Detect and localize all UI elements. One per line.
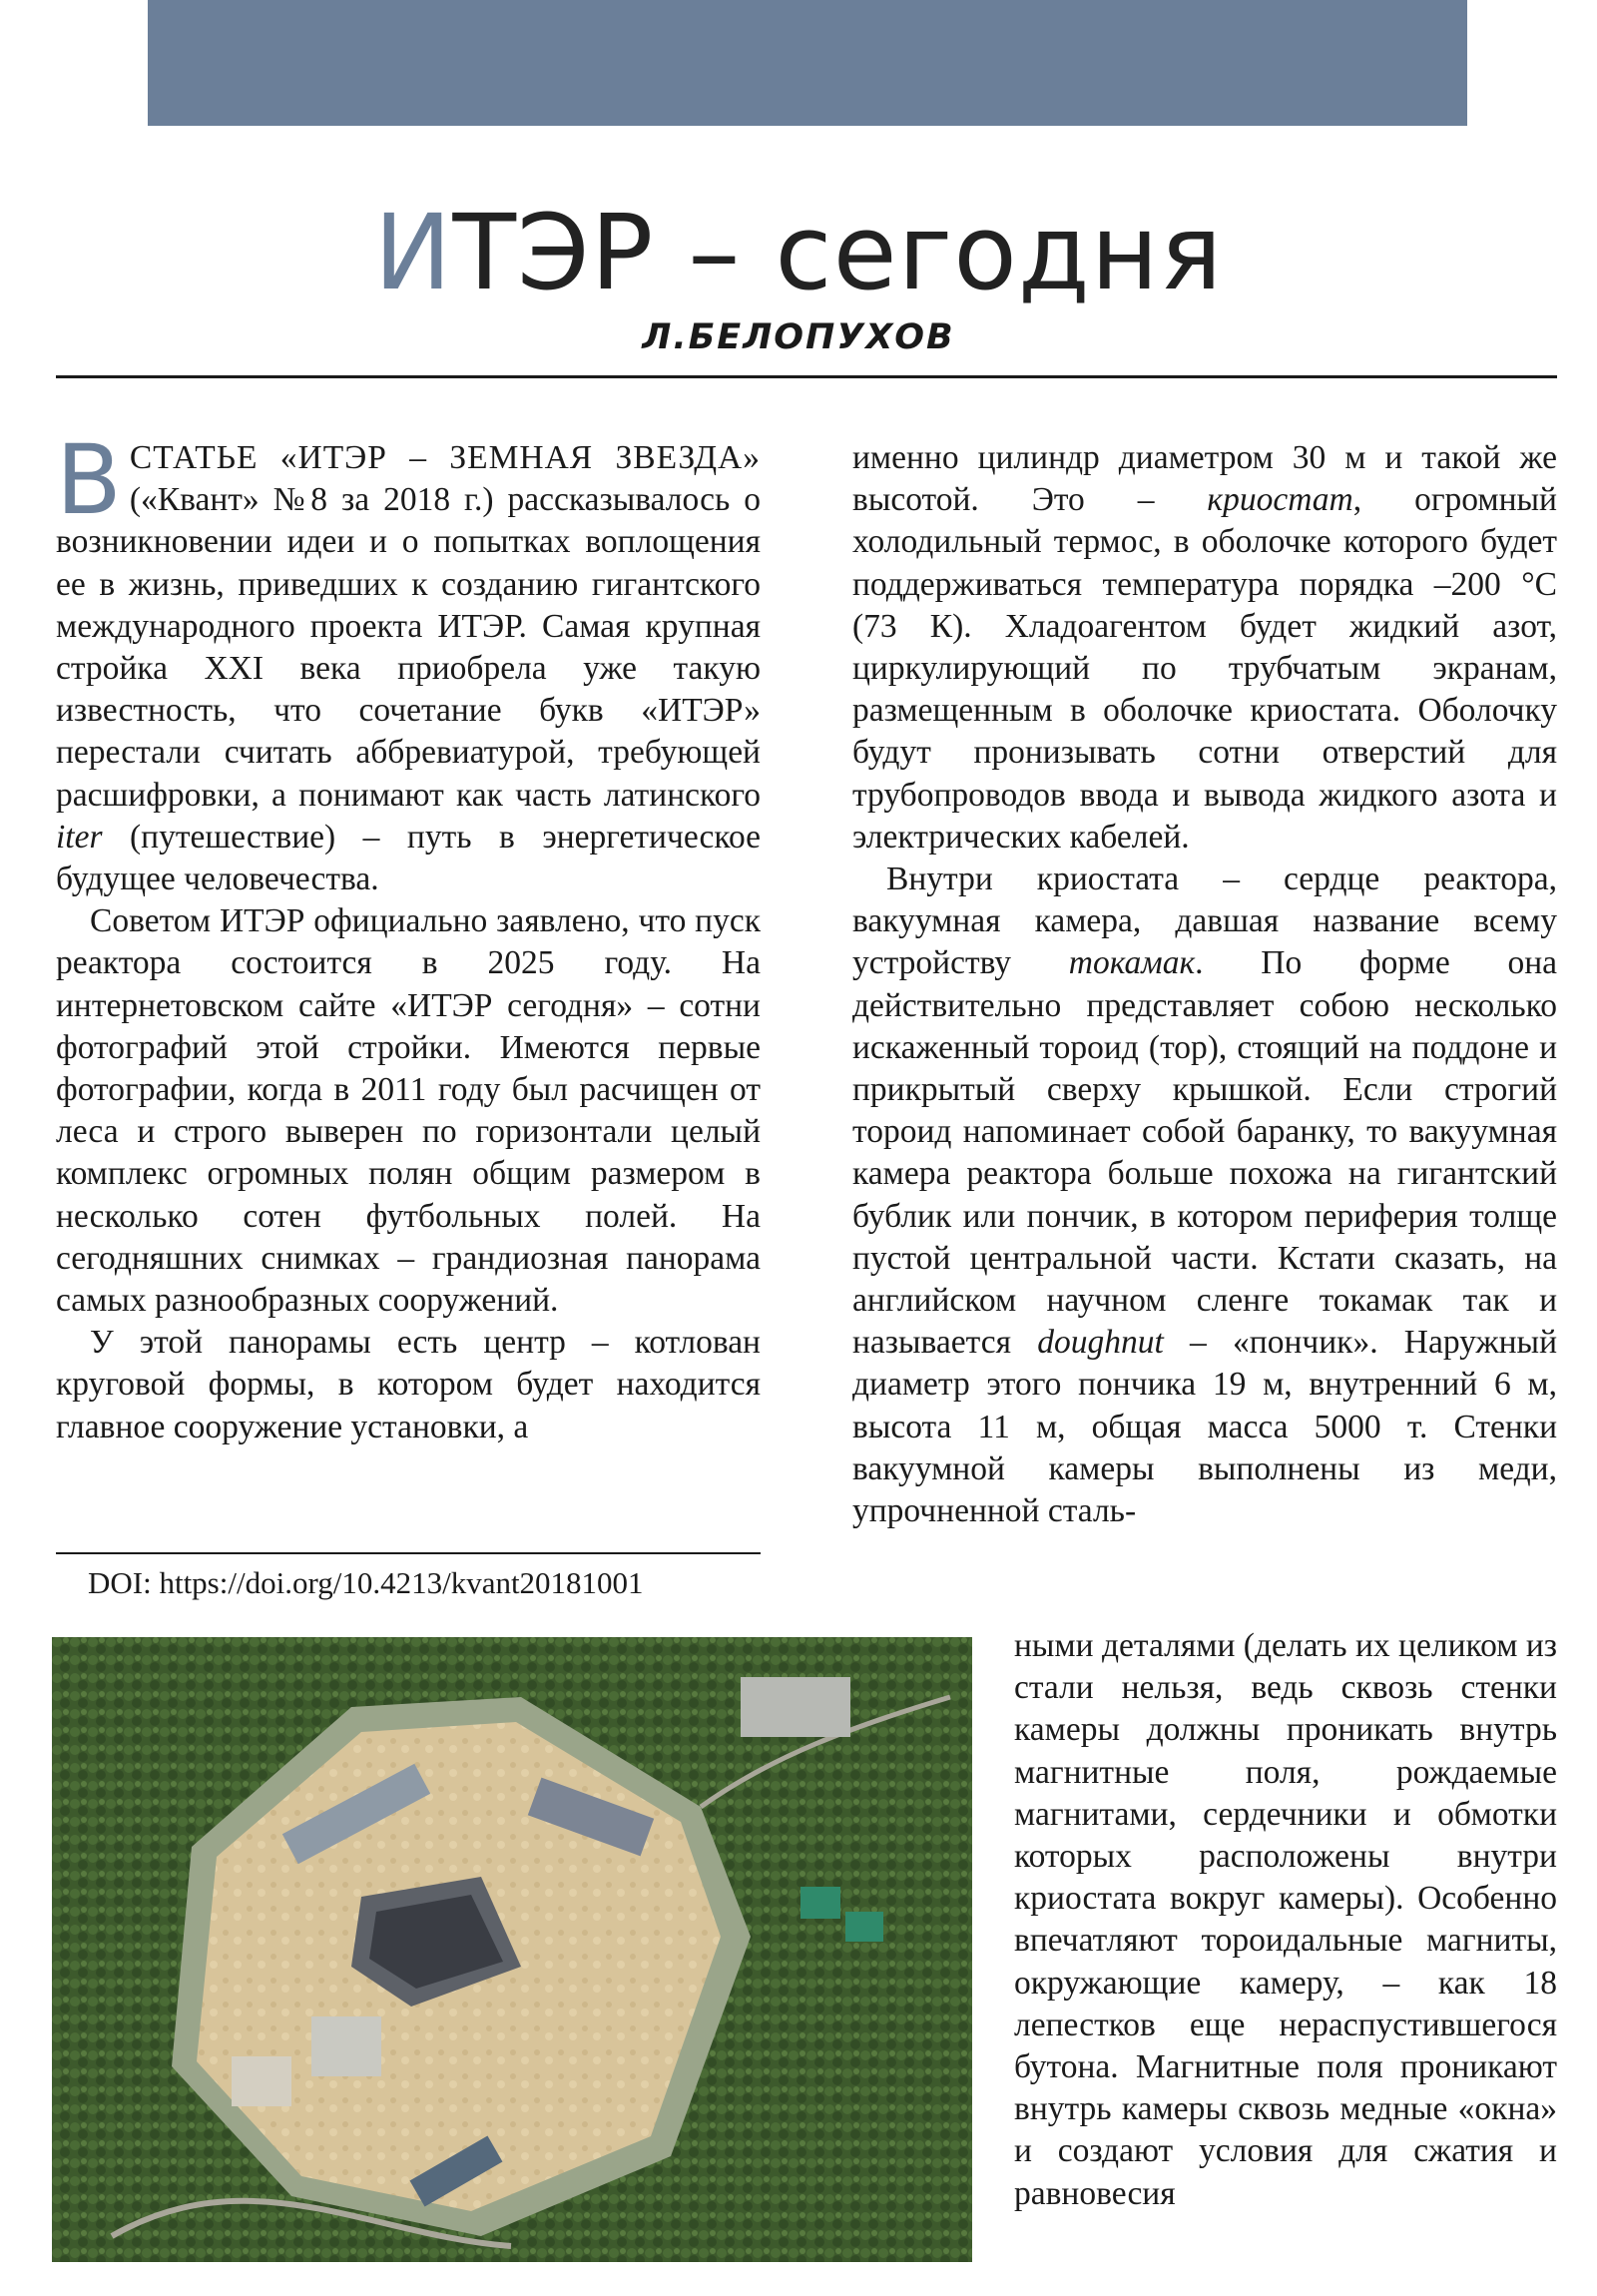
author-name: Л.БЕЛОПУХОВ — [642, 317, 955, 357]
title-accent-letter: И — [373, 191, 453, 313]
italic-term-cryostat: криостат — [1207, 481, 1353, 519]
title-rest: ТЭР – сегодня — [452, 191, 1224, 313]
header-band — [148, 0, 1467, 126]
paragraph-1-text: («Квант» №8 за 2018 г.) рассказывалось о возникновении идеи и о попытках воплощения ее в жизнь, приведших к созданию гигантского международного проекта ИТЭР. Самая крупная стройка XXI века приобрела уже такую известность, что сочетание букв «ИТЭР» перестали считать аббревиатурой, требующей расшифровки, а понимают как часть латинского — [56, 481, 761, 814]
cooling-pond-2 — [845, 1912, 883, 1942]
paragraph-4 — [852, 437, 1557, 859]
paragraph-4-text: именно цилиндр диаметром 30 м и такой же высотой. Это – — [852, 439, 1557, 519]
storage-area — [232, 2056, 291, 2106]
paragraph-5-mid: . По форме она действительно представляет собою несколько искаженный тороид (тор), стоящий на поддоне и прикрытый сверху крышкой. Если строгий тороид напоминает собой баранку, то вакуумная камера реактора больше похожа на гигантский бублик или пончик, в котором периферия толще пустой центральной части. Кстати сказать, на английском научном сленге токамак так и называется — [852, 944, 1557, 1362]
lead-in-smallcaps: СТАТЬЕ «ИТЭР – ЗЕМНАЯ ЗВЕЗДА» — [129, 439, 761, 476]
paragraph-2: Советом ИТЭР официально заявлено, что пуск реактора состоится в 2025 году. На интернетовском сайте «ИТЭР сегодня» – сотни фотографий этой стройки. Имеются первые фотографии, когда в 2011 году был расчищен от леса и строго выверен по горизонтали целый комплекс огромных полян общим размером в несколько сотен футбольных полей. На сегодняшних снимках – грандиозная панорама самых разнообразных сооружений. — [56, 902, 761, 1320]
parking-lot — [741, 1677, 850, 1737]
paragraph-5-text: Внутри криостата – сердце реактора, вакуумная камера, давшая название всему устройству — [852, 861, 1557, 982]
aerial-photo — [52, 1637, 972, 2262]
auxiliary-building — [311, 2016, 381, 2076]
author-divider — [56, 375, 1557, 378]
doi-link[interactable]: DOI: https://doi.org/10.4213/kvant20181001 — [88, 1565, 644, 1600]
cooling-pond-1 — [800, 1887, 840, 1919]
paragraph-3: У этой панорамы есть центр – котлован круговой формы, в котором будет находится главное сооружение установки, а — [56, 1324, 761, 1445]
left-column — [56, 424, 761, 1448]
paragraph-5 — [852, 859, 1557, 1532]
italic-term-tokamak: токамак — [1068, 944, 1196, 982]
paragraph-1 — [56, 424, 761, 900]
italic-term-doughnut: doughnut — [1037, 1324, 1164, 1362]
drop-cap: В — [56, 424, 122, 536]
doi-divider — [56, 1552, 761, 1554]
right-column-wrapped — [1014, 1625, 1557, 2215]
paragraph-1-end: (путешествие) – путь в энергетическое будущее человечества. — [56, 818, 761, 898]
aerial-photo-illustration — [52, 1637, 972, 2262]
page-title — [0, 191, 1597, 313]
italic-term-iter: iter — [56, 818, 103, 856]
right-column — [852, 437, 1557, 1532]
paragraph-4-end: , огромный холодильный термос, в оболочке которого будет поддерживаться температура порядка –200 °С (73 К). Хладоагентом будет жидкий азот, циркулирующий по трубчатым экранам, размещенным в оболочке криостата. Оболочку будут пронизывать сотни отверстий для трубопроводов ввода и вывода жидкого азота и электрических кабелей. — [852, 481, 1557, 856]
paragraph-5-end: – «пончик». Наружный диаметр этого пончика 19 м, внутренний 6 м, высота 11 м, общая масса 5000 т. Стенки вакуумной камеры выполнены из меди, упрочненной сталь- — [852, 1324, 1557, 1530]
paragraph-6: ными деталями (делать их целиком из стали нельзя, ведь сквозь стенки камеры должны проникать внутрь магнитные поля, рождаемые магнитами, сердечники и обмотки которых расположены внутри криостата вокруг камеры). Особенно впечатляют тороидальные магниты, окружающие камеру, – как 18 лепестков еще нераспустившегося бутона. Магнитные поля проникают внутрь камеры сквозь медные «окна» и создают условия для сжатия и равновесия — [1014, 1627, 1557, 2212]
